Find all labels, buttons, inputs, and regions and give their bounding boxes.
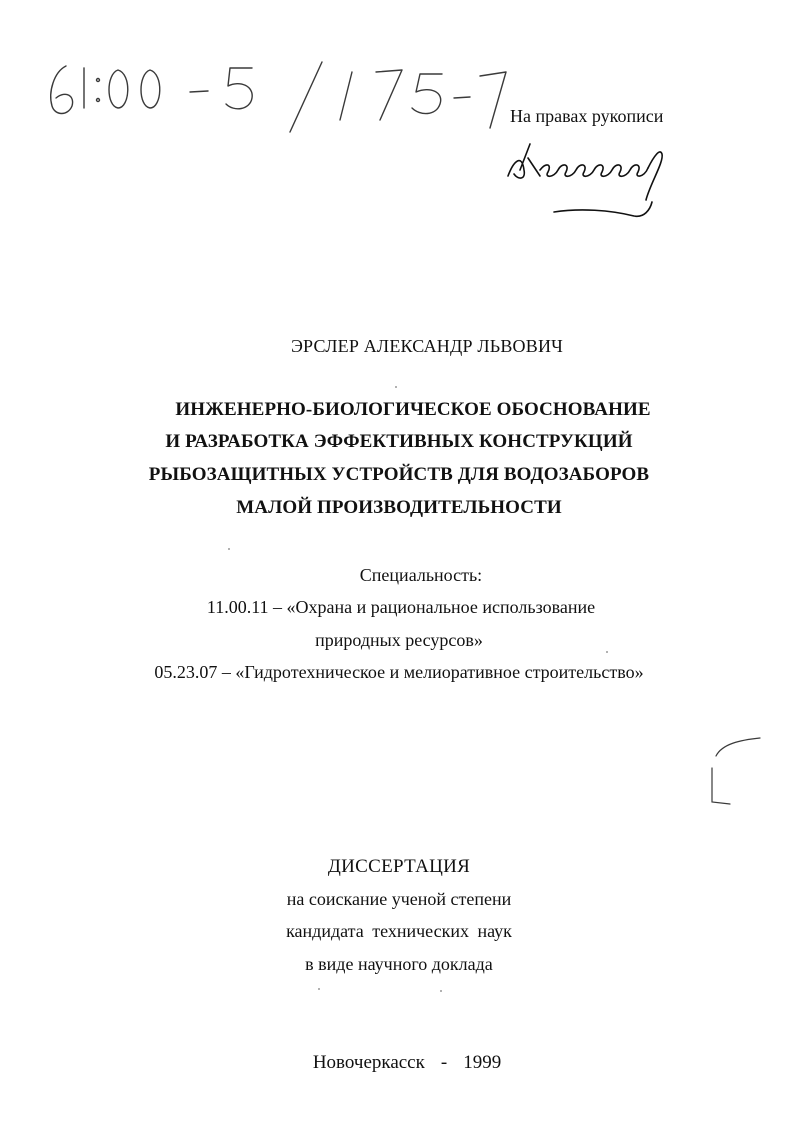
thesis-title-line: МАЛОЙ ПРОИЗВОДИТЕЛЬНОСТИ <box>236 497 562 518</box>
thesis-title-line: РЫБОЗАЩИТНЫХ УСТРОЙСТВ ДЛЯ ВОДОЗАБОРОВ <box>148 464 650 485</box>
archive-code-handwriting <box>40 58 510 138</box>
separator: - <box>440 1052 448 1073</box>
city-year-line <box>0 1052 798 1074</box>
dissertation-heading: ДИССЕРТАЦИЯ <box>327 856 471 877</box>
thesis-title-line: ИНЖЕНЕРНО-БИОЛОГИЧЕСКОЕ ОБОСНОВАНИЕ <box>175 399 651 420</box>
scan-speck <box>228 548 230 550</box>
year: 1999 <box>463 1052 502 1073</box>
degree-line: кандидата технических наук <box>286 921 512 941</box>
scan-speck <box>318 988 320 990</box>
author-name: ЭРСЛЕР АЛЕКСАНДР ЛЬВОВИЧ <box>290 336 564 356</box>
author-signature <box>500 140 670 235</box>
city: Новочеркасск <box>312 1052 425 1073</box>
thesis-title-line: И РАЗРАБОТКА ЭФФЕКТИВНЫХ КОНСТРУКЦИЙ <box>165 431 633 452</box>
margin-pencil-mark <box>700 728 770 818</box>
specialty-line: природных ресурсов» <box>315 630 483 650</box>
degree-line: в виде научного доклада <box>305 954 493 974</box>
manuscript-rights-note: На правах рукописи <box>510 106 664 126</box>
specialty-line: 05.23.07 – «Гидротехническое и мелиоративное строительство» <box>154 662 644 682</box>
degree-line: на соискание ученой степени <box>286 889 512 909</box>
scan-speck <box>440 990 442 992</box>
specialty-label: Специальность: <box>359 565 483 585</box>
scan-speck <box>395 386 397 388</box>
scan-speck <box>606 651 608 653</box>
specialty-line: 11.00.11 – «Охрана и рациональное использование <box>206 597 596 617</box>
